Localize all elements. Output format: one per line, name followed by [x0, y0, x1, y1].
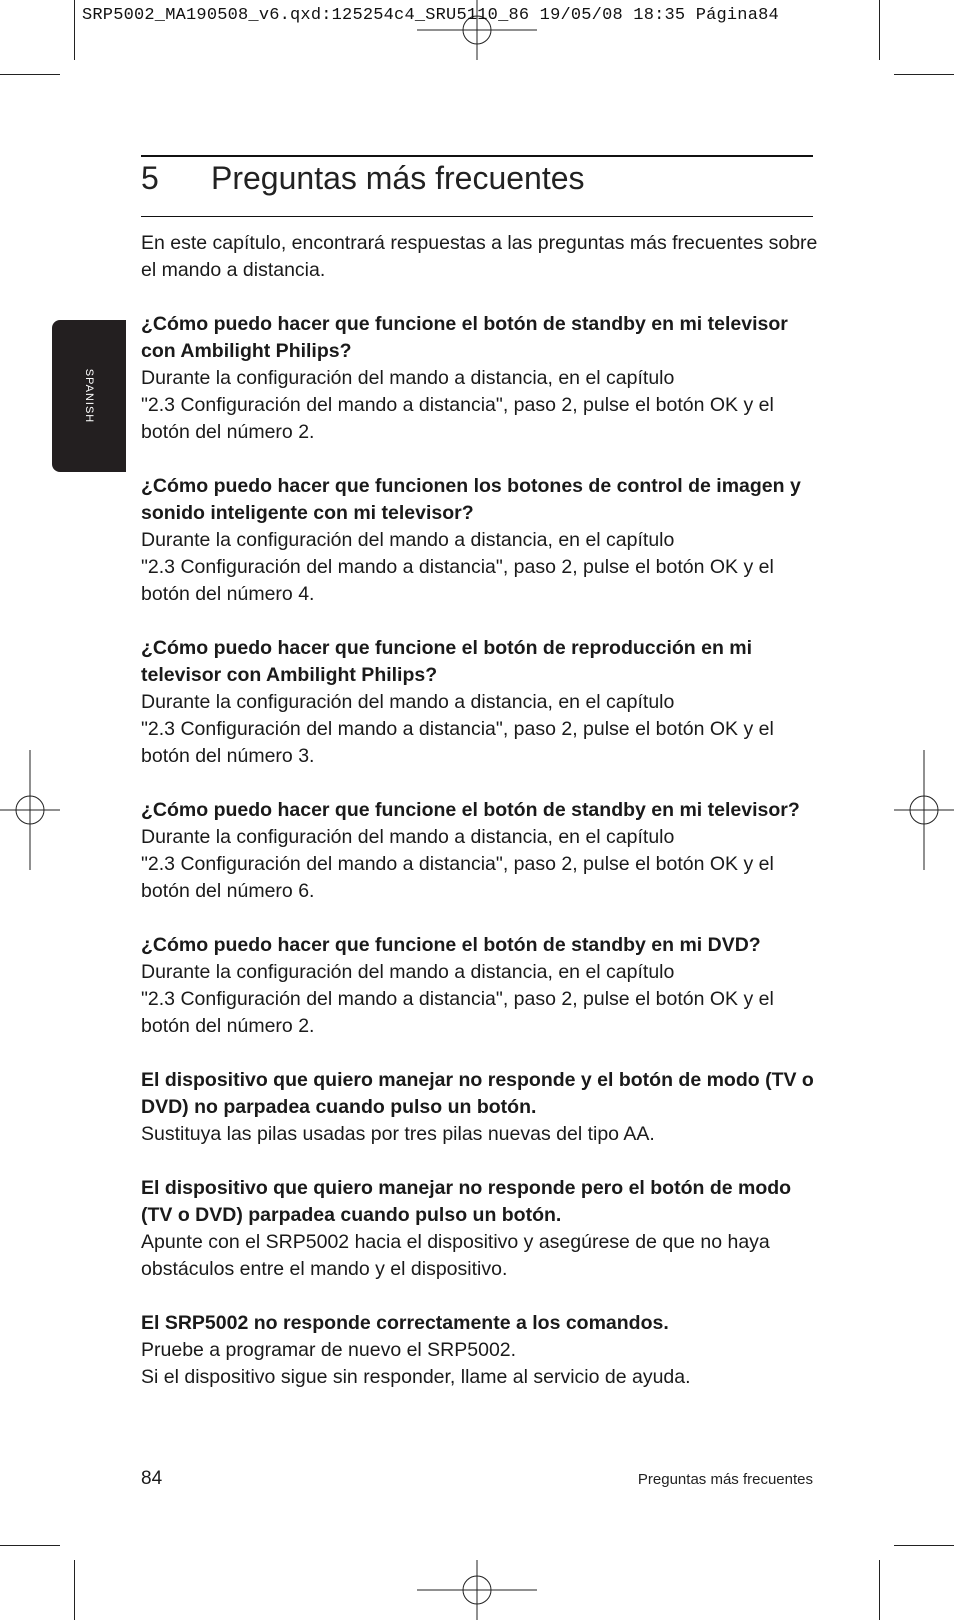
- faq-question: ¿Cómo puedo hacer que funcione el botón de reproducción en mi televisor con Ambilight Philips?: [141, 637, 753, 686]
- chapter-bottom-rule: [141, 216, 813, 217]
- footer-section-title: Preguntas más frecuentes: [637, 1471, 813, 1488]
- faq-question: ¿Cómo puedo hacer que funcione el botón de standby en mi DVD?: [141, 934, 761, 956]
- crop-mark: [894, 1545, 954, 1546]
- registration-mark-icon: [0, 750, 60, 870]
- faq-question: ¿Cómo puedo hacer que funcione el botón de standby en mi televisor con Ambilight Philips?: [141, 313, 788, 362]
- faq-question: El SRP5002 no responde correctamente a los comandos.: [141, 1312, 669, 1334]
- page-content: [141, 230, 821, 1418]
- faq-answer: Durante la configuración del mando a distancia, en el capítulo "2.3 Configuración del mando a distancia", paso 2, pulse el botón OK y el botón del número 2.: [141, 367, 774, 443]
- faq-item: [141, 1310, 821, 1391]
- intro-paragraph: En este capítulo, encontrará respuestas a las preguntas más frecuentes sobre el mando a distancia.: [141, 232, 818, 281]
- faq-question: El dispositivo que quiero manejar no responde pero el botón de modo (TV o DVD) parpadea cuando pulso un botón.: [141, 1177, 792, 1226]
- faq-item: [141, 311, 821, 446]
- chapter-title: Preguntas más frecuentes: [211, 160, 585, 196]
- faq-item: [141, 635, 821, 770]
- faq-item: [141, 932, 821, 1040]
- faq-answer: Apunte con el SRP5002 hacia el dispositivo y asegúrese de que no haya obstáculos entre el mando y el dispositivo.: [141, 1231, 770, 1280]
- crop-mark: [879, 1560, 880, 1620]
- faq-answer: Sustituya las pilas usadas por tres pilas nuevas del tipo AA.: [141, 1123, 655, 1145]
- chapter-number: 5: [141, 160, 159, 196]
- faq-question: ¿Cómo puedo hacer que funcione el botón de standby en mi televisor?: [141, 799, 800, 821]
- faq-question: ¿Cómo puedo hacer que funcionen los botones de control de imagen y sonido inteligente con mi televisor?: [141, 475, 801, 524]
- print-slug-line: SRP5002_MA190508_v6.qxd:125254c4_SRU5110_86 19/05/08 18:35 Página84: [82, 6, 779, 25]
- page-number: 84: [141, 1468, 163, 1489]
- crop-mark: [74, 0, 75, 60]
- chapter-top-rule: [141, 155, 813, 157]
- crop-mark: [0, 74, 60, 75]
- crop-mark: [0, 1545, 60, 1546]
- faq-item: [141, 473, 821, 608]
- faq-list: [141, 311, 821, 1391]
- faq-answer: Durante la configuración del mando a distancia, en el capítulo "2.3 Configuración del mando a distancia", paso 2, pulse el botón OK y el botón del número 2.: [141, 961, 774, 1037]
- registration-mark-icon: [417, 1560, 537, 1620]
- faq-answer: Durante la configuración del mando a distancia, en el capítulo "2.3 Configuración del mando a distancia", paso 2, pulse el botón OK y el botón del número 6.: [141, 826, 774, 902]
- registration-mark-icon: [894, 750, 954, 870]
- language-tab-label: SPANISH: [83, 368, 95, 424]
- language-side-tab: [52, 320, 126, 472]
- crop-mark: [74, 1560, 75, 1620]
- crop-mark: [894, 74, 954, 75]
- faq-answer: Pruebe a programar de nuevo el SRP5002. Si el dispositivo sigue sin responder, llame al servicio de ayuda.: [141, 1339, 691, 1388]
- faq-item: [141, 797, 821, 905]
- chapter-heading: [141, 160, 585, 197]
- faq-item: [141, 1067, 821, 1148]
- faq-item: [141, 1175, 821, 1283]
- faq-question: El dispositivo que quiero manejar no responde y el botón de modo (TV o DVD) no parpadea cuando pulso un botón.: [141, 1069, 814, 1118]
- faq-answer: Durante la configuración del mando a distancia, en el capítulo "2.3 Configuración del mando a distancia", paso 2, pulse el botón OK y el botón del número 3.: [141, 691, 774, 767]
- faq-answer: Durante la configuración del mando a distancia, en el capítulo "2.3 Configuración del mando a distancia", paso 2, pulse el botón OK y el botón del número 4.: [141, 529, 774, 605]
- crop-mark: [879, 0, 880, 60]
